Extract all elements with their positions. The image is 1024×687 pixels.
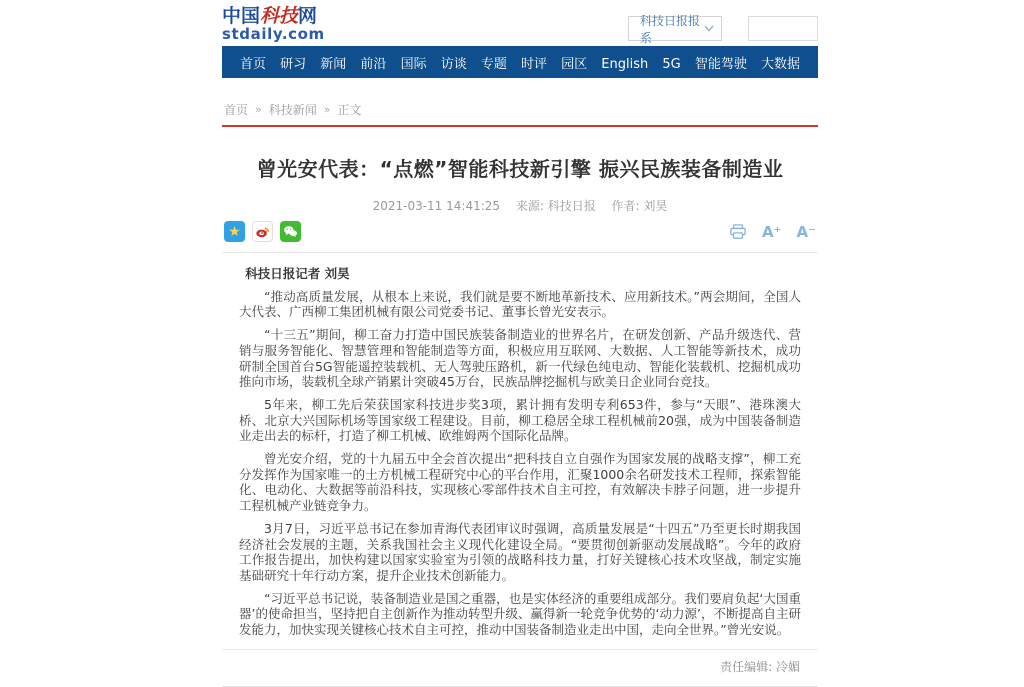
nav-item[interactable]: 新闻 <box>320 56 347 72</box>
share-bar <box>224 221 301 242</box>
breadcrumb <box>222 101 818 118</box>
publish-datetime: 2021-03-11 14:41:25 <box>372 199 501 213</box>
nav-item[interactable]: 时评 <box>520 56 547 72</box>
article-toolbar <box>222 221 818 242</box>
paragraph-list <box>239 289 801 638</box>
reporter-byline: 科技日报记者 刘昊 <box>245 266 350 281</box>
wechat-share-icon[interactable] <box>280 221 301 242</box>
nav-item[interactable]: 前沿 <box>360 56 387 72</box>
chevron-down-icon <box>704 25 714 32</box>
weibo-glyph <box>255 224 270 239</box>
nav-item[interactable]: 研习 <box>280 56 307 72</box>
article-meta <box>222 197 818 214</box>
site-logo[interactable] <box>222 7 325 43</box>
article-paragraph: 3月7日，习近平总书记在参加青海代表团审议时强调，高质量发展是“十四五”乃至更长时期我国经济社会发展的主题，关系我国社会主义现代化建设全局。“要贯彻创新驱动发展战略”。今年的政府工作报告提出，加快构建以国家实验室为引领的战略科技力量，打好关键核心技术攻坚战，制定实施基础研究十年行动方案，提升企业技术创新能力。 <box>239 520 801 583</box>
article-body <box>222 266 818 638</box>
breadcrumb-separator: » <box>323 103 331 116</box>
author-label: 作者: 刘昊 <box>611 199 668 213</box>
nav-item[interactable]: 国际 <box>400 56 427 72</box>
print-icon[interactable] <box>729 224 747 240</box>
site-group-dropdown[interactable] <box>628 13 722 45</box>
editor-credit: 责任编辑: 冷媚 <box>720 659 800 674</box>
article-paragraph: “习近平总书记说，装备制造业是国之重器，也是实体经济的重要组成部分。我们要肩负起‘大国重器’的使命担当，坚持把自主创新作为推动转型升级、赢得新一轮竞争优势的‘动力源’，不断提高自主研发能力，加快实现关键核心技术自主可控，推动中国装备制造业走出中国，走向全世界。”曾光安说。 <box>239 590 801 638</box>
breadcrumb-separator: » <box>255 103 262 116</box>
weibo-share-icon[interactable] <box>252 221 273 242</box>
source-label: 来源: 科技日报 <box>515 199 596 213</box>
nav-item[interactable]: 园区 <box>561 56 588 72</box>
logo-chinese-title <box>222 7 325 27</box>
font-decrease-button[interactable]: A⁻ <box>796 222 816 241</box>
article-paragraph: 曾光安介绍，党的十九届五中全会首次提出“把科技自立自强作为国家发展的战略支撑”，柳工充分发挥作为国家唯一的土方机械工程研究中心的平台作用，汇聚1000余名研发技术工程师，探索智能化、电动化、大数据等前沿科技，实现核心零部件技术自主可控，有效解决卡脖子问题，进一步提升工程机械产业链竞争力。 <box>239 451 801 514</box>
qzone-share-icon[interactable]: ★ <box>224 221 245 242</box>
nav-item[interactable]: 大数据 <box>760 56 800 72</box>
toolbar-divider <box>222 252 818 253</box>
breadcrumb-item[interactable]: 正文 <box>337 103 362 117</box>
logo-part-brand: 科技 <box>260 5 299 27</box>
nav-item[interactable]: 访谈 <box>440 56 467 72</box>
breadcrumb-item[interactable]: 科技新闻 <box>268 103 317 117</box>
nav-item[interactable]: 首页 <box>240 56 267 72</box>
wechat-glyph <box>283 224 298 239</box>
nav-item[interactable]: 专题 <box>480 56 507 72</box>
page-title: 曾光安代表：“点燃”智能科技新引擎 振兴民族装备制造业 <box>256 157 784 181</box>
article-paragraph: 5年来，柳工先后荣获国家科技进步奖3项，累计拥有发明专利653件，参与“天眼”、港珠澳大桥、北京大兴国际机场等国家级工程建设。目前，柳工稳居全球工程机械前20强，成为中国装备制造业走出去的标杆，打造了柳工机械、欧维姆两个国际化品牌。 <box>239 396 801 444</box>
reading-tools <box>729 223 816 241</box>
page-container <box>222 0 818 674</box>
article-paragraph: “十三五”期间，柳工奋力打造中国民族装备制造业的世界名片，在研发创新、产品升级迭代、营销与服务智能化、智慧管理和智能制造等方面，积极应用互联网、大数据、人工智能等新技术，成功研制全国首台5G智能遥控装载机、无人驾驶压路机，新一代绿色纯电动、智能化装载机、挖掘机成功推向市场，装载机全球产销累计突破45万台，民族品牌挖掘机与欧美日企业同台竞技。 <box>239 327 801 390</box>
nav-item[interactable]: 智能驾驶 <box>694 56 747 72</box>
logo-part-pre: 中国 <box>222 5 261 27</box>
red-divider <box>222 125 818 127</box>
search-input[interactable] <box>748 16 818 41</box>
main-nav <box>222 46 818 78</box>
logo-domain: stdaily.com <box>222 24 325 43</box>
nav-item[interactable]: English <box>601 56 649 72</box>
nav-item[interactable]: 5G <box>662 56 681 72</box>
breadcrumb-item[interactable]: 首页 <box>224 103 249 117</box>
site-header <box>222 0 818 46</box>
font-increase-button[interactable]: A⁺ <box>761 222 782 241</box>
dropdown-label: 科技日报报系 <box>640 13 701 45</box>
logo-part-post: 网 <box>298 5 318 27</box>
article-paragraph: “推动高质量发展，从根本上来说，我们就是要不断地革新技术、应用新技术。”两会期间，全国人大代表、广西柳工集团机械有限公司党委书记、董事长曾光安表示。 <box>239 288 801 320</box>
